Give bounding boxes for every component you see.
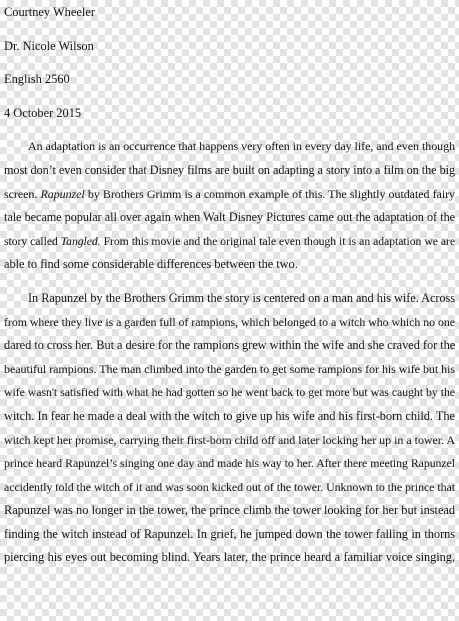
line-5-start: story called xyxy=(4,234,61,248)
paragraph-1 xyxy=(4,135,455,277)
paragraph-1-line-6: able to find some considerable differences between the two. xyxy=(4,257,298,272)
paragraph-1-line-3 xyxy=(4,183,455,207)
student-name: Courtney Wheeler xyxy=(4,5,95,19)
paragraph-1-line-2: most don’t even consider that Disney films are built on adapting a story into a film on the big xyxy=(4,162,455,177)
paragraph-2-line-10: Rapunzel was no longer in the tower, the prince climb the tower looking for her but instead xyxy=(4,503,455,518)
paragraph-1-line-1: An adaptation is an occurrence that happens very often in every day life, and even though xyxy=(28,139,455,154)
paragraph-2-line-2: from where they live is a garden full of rampions, which belonged to a witch who which no one xyxy=(4,314,455,329)
line-3-start: screen. xyxy=(4,186,41,201)
course-name: English 2560 xyxy=(4,72,70,87)
paragraph-2-line-9: accidently told the witch of it and was soon kicked out of the tower. Unknown to the prince that xyxy=(4,479,455,494)
essay-date: 4 October 2015 xyxy=(4,105,82,120)
title-rapunzel: Rapunzel xyxy=(40,186,85,201)
paragraph-2-line-1: In Rapunzel by the Brothers Grimm the story is centered on a man and his wife. Across xyxy=(28,290,455,305)
paragraph-2-line-6: witch. In fear he made a deal with the witch to give up his wife and his first-born child. The xyxy=(4,408,455,423)
title-tangled: Tangled. xyxy=(60,234,101,248)
paragraph-1-line-4: tale became popular all over again when Walt Disney Pictures came out the adaptation of the xyxy=(4,210,455,225)
paragraph-2-line-11: finding the witch instead of Rapunzel. In grief, he jumped down the tower falling in thorns xyxy=(4,526,455,541)
paragraph-2-line-7: witch kept her promise, carrying their first-born child off and later locking her up in a tower. A xyxy=(4,432,455,447)
instructor-name: Dr. Nicole Wilson xyxy=(4,38,94,53)
paragraph-2-line-12: piercing his eyes out becoming blind. Years later, the prince heard a familiar voice singing, xyxy=(4,550,455,565)
paragraph-2-line-8: prince heard Rapunzel’s singing one day and made his way to her. After there meeting Rapunzel xyxy=(4,456,455,471)
paragraph-1-line-5 xyxy=(4,230,455,254)
line-3-end: by Brothers Grimm is a common example of this. The slightly outdated fairy xyxy=(84,186,456,201)
paragraph-2-line-5: wife wasn't satisfied with what he had gotten so he went back to get more but was caught by the xyxy=(4,385,455,400)
paragraph-2-line-4: beautiful rampions. The man climbed into the garden to get some rampions for his wife but his xyxy=(4,361,455,376)
line-5-end: From this movie and the original tale even though it is an adaptation we are xyxy=(100,234,455,248)
paragraph-2 xyxy=(4,287,455,570)
paragraph-2-line-3: dared to cross her. But a desire for the rampions grew within the wife and she craved for the xyxy=(4,338,456,353)
